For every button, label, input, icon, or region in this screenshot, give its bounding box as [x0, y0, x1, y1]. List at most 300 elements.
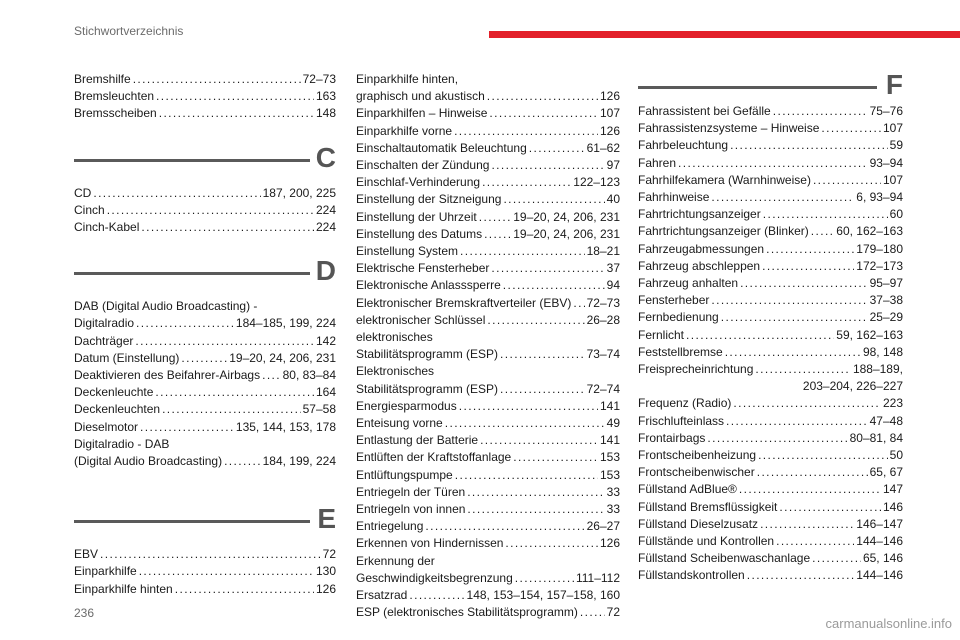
entry-term: Entlüften der Kraftstoffanlage: [356, 450, 512, 465]
entry-leader: [459, 398, 598, 415]
entry-leader: [757, 464, 868, 481]
entry-leader: [730, 137, 888, 154]
entry-term: ESP (elektronisches Stabilitätsprogramm): [356, 605, 578, 620]
index-entry: [638, 258, 903, 275]
section-head-f: [638, 68, 903, 110]
index-entry: [638, 550, 903, 567]
index-entry: [356, 209, 620, 226]
entry-term: Fahren: [638, 155, 677, 170]
index-entry: [638, 395, 903, 412]
entry-pages: 6, 93–94: [856, 190, 903, 205]
entry-term: Bremsleuchten: [74, 89, 155, 104]
entry-pages: 73–74: [586, 347, 620, 362]
entry-leader: [580, 604, 605, 621]
section-letter-d: D: [315, 255, 336, 287]
entry-term: Einstellung der Uhrzeit: [356, 209, 477, 224]
entry-term: Füllstand Bremsflüssigkeit: [638, 499, 778, 514]
entry-pages: 122–123: [573, 175, 620, 190]
entry-term: Entriegeln der Türen: [356, 484, 466, 499]
entry-leader: [503, 191, 604, 208]
index-line: Digitalradio - DAB: [74, 436, 170, 451]
entry-term: Fahrtrichtungsanzeiger (Blinker): [638, 224, 809, 239]
index-entry: [356, 295, 620, 312]
entry-leader: [489, 105, 598, 122]
entry-leader: [776, 533, 854, 550]
index-entry: [356, 88, 620, 105]
page-number: 236: [74, 606, 95, 620]
index-column-2: [356, 71, 620, 622]
entry-pages: 72: [606, 605, 620, 620]
entry-pages: 141: [599, 398, 620, 413]
entry-pages: 184–185, 199, 224: [235, 316, 336, 331]
entry-pages: 95–97: [869, 276, 903, 291]
section-rule: [74, 520, 310, 523]
entry-term: Energiesparmodus: [356, 398, 457, 413]
section-head-c: [74, 141, 336, 183]
entry-term: Deaktivieren des Beifahrer-Airbags: [74, 368, 261, 383]
entry-pages: 179–180: [856, 241, 903, 256]
entry-pages: 37–38: [869, 293, 903, 308]
index-entry: [74, 401, 336, 418]
entry-pages: 184, 199, 224: [262, 454, 336, 469]
entry-pages: 187, 200, 225: [262, 185, 336, 200]
index-entry: [356, 415, 620, 432]
entry-pages: 33: [606, 502, 620, 517]
entry-term: Deckenleuchte: [74, 385, 154, 400]
index-entry: [638, 413, 903, 430]
entry-pages: 142: [315, 333, 336, 348]
entry-term: Elektronische Anlasssperre: [356, 278, 501, 293]
entry-term: (Digital Audio Broadcasting): [74, 454, 223, 469]
entry-leader: [733, 395, 881, 412]
entry-pages: 26–27: [586, 519, 620, 534]
entry-leader: [262, 367, 281, 384]
index-entry: [356, 467, 620, 484]
entry-pages: 47–48: [869, 413, 903, 428]
entry-term: Füllstand Dieselzusatz: [638, 516, 759, 531]
entry-leader: [445, 415, 605, 432]
index-entry: [74, 88, 336, 105]
header-accent-bar: [489, 31, 960, 38]
entry-term: Frontairbags: [638, 430, 706, 445]
entry-term: Fahrassistenzsysteme – Hinweise: [638, 121, 820, 136]
index-line: Einparkhilfe hinten,: [356, 72, 459, 86]
entry-pages: 19–20, 24, 206, 231: [513, 209, 620, 224]
index-entry: [356, 226, 620, 243]
entry-leader: [513, 449, 598, 466]
index-entry: [74, 367, 336, 384]
entry-leader: [487, 88, 598, 105]
entry-leader: [758, 447, 888, 464]
entry-leader: [460, 243, 585, 260]
entry-term: Einschaltautomatik Beleuchtung: [356, 140, 527, 155]
entry-pages: 130: [315, 564, 336, 579]
entry-leader: [479, 209, 512, 226]
index-entry: [638, 189, 903, 206]
entry-term: Dachträger: [74, 333, 134, 348]
entry-pages: 97: [606, 158, 620, 173]
entry-pages: 107: [882, 172, 903, 187]
entry-leader: [766, 241, 854, 258]
entry-leader: [678, 155, 868, 172]
entry-leader: [505, 535, 598, 552]
entry-pages: 80–81, 84: [849, 430, 903, 445]
entry-pages: 126: [599, 89, 620, 104]
index-entry: [356, 277, 620, 294]
entry-term: graphisch und akustisch: [356, 89, 485, 104]
index-entry: [356, 535, 620, 552]
entry-term: elektronischer Schlüssel: [356, 312, 486, 327]
index-entry: [356, 105, 620, 122]
index-entry: [638, 567, 903, 584]
entry-leader: [155, 384, 314, 401]
entry-term: Datum (Einstellung): [74, 350, 180, 365]
index-entry: [356, 449, 620, 466]
entry-leader: [711, 189, 854, 206]
entry-term: Digitalradio: [74, 316, 135, 331]
index-entry: [638, 464, 903, 481]
entry-pages: 164: [315, 385, 336, 400]
entry-term: Fahrtrichtungsanzeiger: [638, 207, 761, 222]
entry-pages: 50: [889, 448, 903, 463]
entry-pages: 18–21: [586, 244, 620, 259]
entry-list-e: [74, 546, 336, 598]
entry-term: Entriegelung: [356, 519, 424, 534]
index-entry: [638, 499, 903, 516]
entry-term: EBV: [74, 547, 99, 562]
entry-term: Frontscheibenwischer: [638, 465, 755, 480]
entry-term: Bremshilfe: [74, 72, 131, 86]
entry-term: Einparkhilfe: [74, 564, 137, 579]
entry-pages: 80, 83–84: [282, 368, 336, 383]
entry-leader: [491, 260, 604, 277]
entry-leader: [467, 484, 604, 501]
entry-leader: [762, 258, 854, 275]
index-entry: [74, 350, 336, 367]
entry-pages: 25–29: [869, 310, 903, 325]
entry-pages: 146–147: [856, 516, 903, 531]
entry-leader: [482, 174, 571, 191]
index-entry: [356, 432, 620, 449]
entry-term: Dieselmotor: [74, 419, 139, 434]
entry-pages: 72–74: [586, 381, 620, 396]
index-entry: [638, 309, 903, 326]
entry-pages: 57–58: [302, 402, 336, 417]
entry-term: Stabilitätsprogramm (ESP): [356, 347, 499, 362]
entry-term: Entlüftungspumpe: [356, 467, 453, 482]
index-entry: [638, 430, 903, 447]
entry-term: Enteisung vorne: [356, 416, 443, 431]
index-entry: [74, 185, 336, 202]
entry-leader: [484, 226, 511, 243]
index-entry: [638, 223, 903, 240]
entry-leader: [156, 88, 314, 105]
index-entry: [74, 315, 336, 332]
entry-term: Cinch-Kabel: [74, 220, 140, 235]
entry-leader: [515, 570, 574, 587]
index-line: Erkennung der: [356, 553, 435, 568]
index-entry: [356, 346, 620, 363]
entry-term: Freisprecheinrichtung: [638, 362, 754, 377]
entry-term: Entlastung der Batterie: [356, 433, 479, 448]
entry-pages: 61–62: [586, 140, 620, 155]
section-letter-c: C: [315, 141, 336, 173]
entry-leader: [813, 172, 881, 189]
entry-leader: [725, 344, 861, 361]
entry-leader: [740, 275, 868, 292]
entry-pages: 72–73: [586, 295, 620, 310]
index-entry: [356, 604, 620, 621]
entry-term: Ersatzrad: [356, 588, 408, 603]
entry-pages: 135, 144, 153, 178: [235, 419, 336, 434]
entry-pages: 98, 148: [862, 344, 903, 359]
entry-term: Einstellung System: [356, 244, 459, 259]
entry-pages-continuation: 203–204, 226–227: [802, 379, 903, 394]
entry-list-b: [74, 71, 336, 123]
entry-term: Elektrische Fensterheber: [356, 261, 490, 276]
index-entry: [638, 344, 903, 361]
entry-pages: 224: [315, 202, 336, 217]
index-entry: [74, 202, 336, 219]
entry-pages: 72–73: [302, 72, 336, 86]
entry-pages: 188–189,: [852, 362, 903, 377]
entry-pages: 153: [599, 467, 620, 482]
index-entry: [638, 155, 903, 172]
index-entry: [638, 516, 903, 533]
section-head-e: [74, 502, 336, 544]
index-entry: [638, 120, 903, 137]
entry-term: Fahrhinweise: [638, 190, 710, 205]
entry-leader: [162, 401, 301, 418]
watermark: carmanualsonline.info: [825, 616, 952, 631]
index-entry: [638, 447, 903, 464]
index-entry: [356, 157, 620, 174]
entry-leader: [491, 157, 604, 174]
entry-list-f-b: [638, 395, 903, 584]
entry-leader: [721, 309, 868, 326]
entry-term: Einparkhilfe vorne: [356, 123, 453, 138]
entry-term: Füllstände und Kontrollen: [638, 534, 775, 549]
index-entry: [74, 453, 336, 470]
entry-leader: [141, 219, 314, 236]
section-rule: [638, 86, 877, 89]
index-line: elektronisches: [356, 330, 433, 345]
entry-leader: [133, 71, 301, 88]
entry-pages: 144–146: [856, 568, 903, 583]
entry-leader: [455, 467, 598, 484]
index-entry: [356, 398, 620, 415]
entry-leader: [573, 295, 584, 312]
entry-leader: [500, 381, 585, 398]
entry-leader: [175, 581, 314, 598]
index-entry: [74, 384, 336, 401]
entry-list-e-a: [356, 88, 620, 329]
entry-pages: 141: [599, 433, 620, 448]
index-entry: [356, 587, 620, 604]
entry-pages: 33: [606, 484, 620, 499]
index-entry: [74, 219, 336, 236]
entry-pages: 126: [315, 581, 336, 596]
entry-pages: 60, 162–163: [836, 224, 903, 239]
index-entry: [356, 140, 620, 157]
entry-pages: 163: [315, 89, 336, 104]
index-entry: [638, 172, 903, 189]
entry-list-c: [74, 185, 336, 237]
index-entry: [74, 419, 336, 436]
section-rule: [74, 159, 310, 162]
section-head-d: [74, 254, 336, 296]
entry-term: Frischlufteinlass: [638, 413, 725, 428]
index-entry: [356, 501, 620, 518]
entry-term: Einparkhilfen – Hinweise: [356, 106, 488, 121]
index-column-1: [74, 71, 336, 598]
entry-pages: 19–20, 24, 206, 231: [229, 350, 336, 365]
entry-pages: 146: [882, 499, 903, 514]
entry-pages: 107: [882, 121, 903, 136]
entry-leader: [503, 277, 605, 294]
index-column-3: [638, 69, 903, 585]
entry-leader: [181, 350, 227, 367]
entry-term: Erkennen von Hindernissen: [356, 536, 504, 551]
index-entry: [74, 546, 336, 563]
entry-term: Fahrzeug anhalten: [638, 276, 739, 291]
entry-leader: [487, 312, 584, 329]
index-entry: [356, 123, 620, 140]
entry-term: Frontscheibenheizung: [638, 448, 757, 463]
entry-leader: [454, 123, 598, 140]
entry-list-e-c: [356, 570, 620, 622]
entry-term: Elektronischer Bremskraftverteiler (EBV): [356, 295, 572, 310]
entry-leader: [425, 518, 584, 535]
entry-leader: [93, 185, 260, 202]
section-letter-f: F: [885, 69, 903, 100]
index-line: DAB (Digital Audio Broadcasting) -: [74, 299, 258, 314]
index-entry: [638, 137, 903, 154]
entry-leader: [686, 327, 834, 344]
entry-term: Fahrhilfekamera (Warnhinweise): [638, 172, 811, 187]
entry-leader: [755, 361, 851, 378]
entry-term: Entriegeln von innen: [356, 502, 466, 517]
entry-term: Fernlicht: [638, 327, 685, 342]
entry-pages: 37: [606, 261, 620, 276]
entry-leader: [779, 499, 881, 516]
index-entry: [74, 563, 336, 580]
entry-term: Einparkhilfe hinten: [74, 581, 173, 596]
entry-leader: [224, 453, 261, 470]
entry-term: Fahrzeug abschleppen: [638, 258, 761, 273]
entry-leader: [140, 419, 234, 436]
index-entry: [638, 533, 903, 550]
entry-pages: 126: [599, 536, 620, 551]
entry-leader: [159, 105, 314, 122]
entry-term: Fernbedienung: [638, 310, 719, 325]
entry-term: CD: [74, 185, 92, 200]
entry-term: Fahrassistent bei Gefälle: [638, 104, 771, 118]
index-entry: [638, 481, 903, 498]
page-header-title: Stichwortverzeichnis: [74, 24, 184, 38]
entry-pages: 94: [606, 278, 620, 293]
entry-pages: 26–28: [586, 312, 620, 327]
section-letter-e: E: [317, 503, 336, 535]
entry-term: Feststellbremse: [638, 344, 723, 359]
entry-term: Bremsscheiben: [74, 106, 157, 121]
entry-leader: [763, 206, 888, 223]
entry-pages: 144–146: [856, 534, 903, 549]
entry-term: Frequenz (Radio): [638, 396, 732, 411]
entry-leader: [500, 346, 585, 363]
entry-pages: 126: [599, 123, 620, 138]
entry-leader: [812, 550, 861, 567]
index-entry: [638, 327, 903, 344]
entry-pages: 65, 67: [869, 465, 903, 480]
entry-pages: 107: [599, 106, 620, 121]
entry-term: Cinch: [74, 202, 105, 217]
entry-list-d: [74, 315, 336, 435]
index-entry: [356, 518, 620, 535]
entry-pages: 49: [606, 416, 620, 431]
entry-leader: [739, 481, 881, 498]
entry-leader: [139, 563, 314, 580]
entry-leader: [707, 430, 847, 447]
entry-term: Einstellung des Datums: [356, 226, 483, 241]
index-entry: [74, 581, 336, 598]
entry-term: Stabilitätsprogramm (ESP): [356, 381, 499, 396]
index-entry: [638, 275, 903, 292]
entry-pages: 59: [889, 138, 903, 153]
entry-pages: 224: [315, 220, 336, 235]
index-entry: [638, 241, 903, 258]
entry-term: Deckenleuchten: [74, 402, 161, 417]
entry-term: Fensterheber: [638, 293, 710, 308]
entry-list-e-b: [356, 398, 620, 553]
entry-pages: 59, 162–163: [836, 327, 903, 342]
index-entry: [638, 361, 903, 378]
index-entry: [356, 243, 620, 260]
entry-leader: [711, 292, 867, 309]
entry-term: Einschlaf-Verhinderung: [356, 175, 481, 190]
entry-pages: 40: [606, 192, 620, 207]
entry-term: Geschwindigkeitsbegrenzung: [356, 570, 513, 585]
index-entry: [356, 484, 620, 501]
index-entry: [356, 174, 620, 191]
index-entry: [74, 71, 336, 88]
entry-pages: 65, 146: [862, 551, 903, 566]
entry-leader: [480, 432, 598, 449]
entry-leader: [409, 587, 464, 604]
entry-pages: 93–94: [869, 155, 903, 170]
index-entry: [74, 105, 336, 122]
entry-term: Fahrbeleuchtung: [638, 138, 729, 153]
entry-pages: 153: [599, 450, 620, 465]
section-rule: [74, 272, 310, 275]
entry-pages: 111–112: [575, 570, 620, 585]
entry-list-f-a: [638, 103, 903, 378]
entry-term: Einschalten der Zündung: [356, 158, 490, 173]
entry-pages: 172–173: [856, 258, 903, 273]
entry-term: Einstellung der Sitzneigung: [356, 192, 502, 207]
entry-pages: 223: [882, 396, 903, 411]
entry-leader: [760, 516, 854, 533]
entry-term: Füllstand Scheibenwaschanlage: [638, 551, 811, 566]
entry-pages: 75–76: [869, 104, 903, 118]
index-entry: [356, 312, 620, 329]
entry-pages: 148: [315, 106, 336, 121]
index-entry: [356, 570, 620, 587]
index-entry: [74, 333, 336, 350]
entry-leader: [726, 413, 868, 430]
entry-term: Fahrzeugabmessungen: [638, 241, 765, 256]
index-entry: [356, 260, 620, 277]
